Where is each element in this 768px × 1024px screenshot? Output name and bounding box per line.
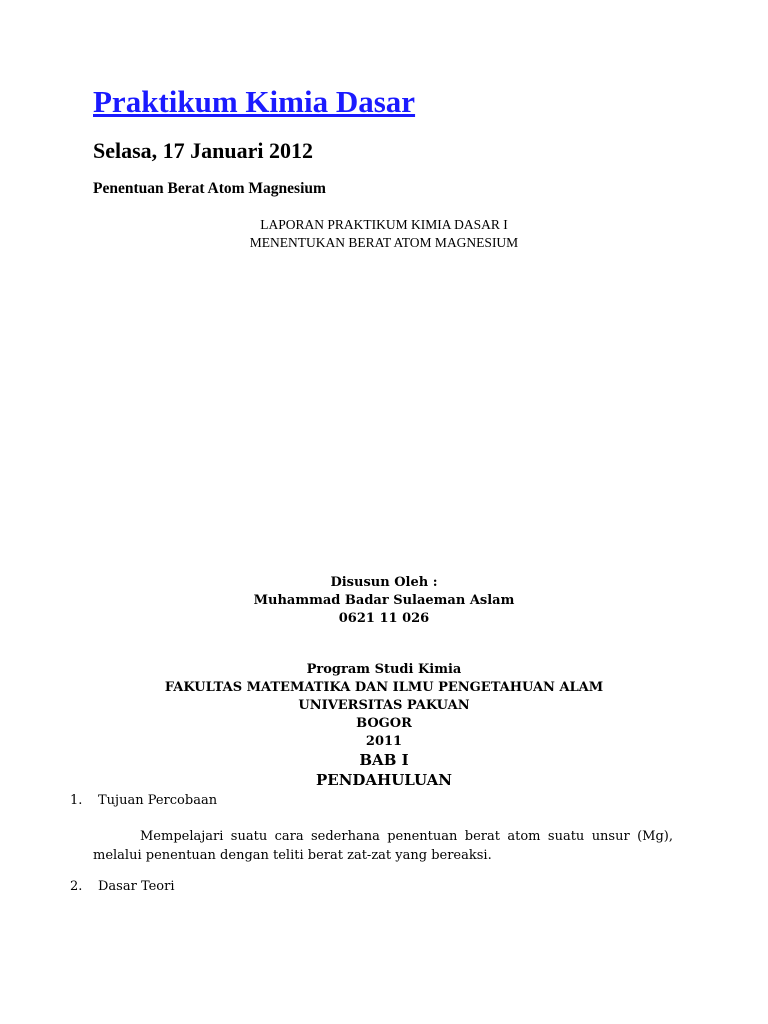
section-heading-1 (70, 793, 217, 808)
university-name: UNIVERSITAS PAKUAN (298, 698, 470, 713)
section-number: 1. (70, 793, 83, 808)
chapter-number: BAB I (359, 751, 409, 769)
section-heading-2 (70, 879, 175, 894)
author-block (0, 574, 768, 628)
faculty-name: FAKULTAS MATEMATIKA DAN ILMU PENGETAHUAN ALAM (164, 680, 604, 695)
student-id: 0621 11 026 (338, 611, 430, 626)
chapter-heading (0, 750, 768, 790)
report-heading-line-1: LAPORAN PRAKTIKUM KIMIA DASAR I (260, 217, 508, 232)
report-year: 2011 (365, 734, 403, 749)
section-title: Tujuan Percobaan (98, 793, 218, 808)
section-title: Dasar Teori (98, 879, 175, 894)
composed-by-label: Disusun Oleh : (330, 575, 438, 590)
blog-title-link[interactable]: Praktikum Kimia Dasar (93, 84, 416, 119)
section-number: 2. (70, 879, 83, 894)
author-name: Muhammad Badar Sulaeman Aslam (253, 593, 515, 608)
post-title: Penentuan Berat Atom Magnesium (93, 180, 326, 197)
study-program: Program Studi Kimia (306, 662, 462, 677)
institution-block (0, 661, 768, 751)
chapter-title: PENDAHULUAN (315, 771, 453, 789)
report-heading-line-2: MENENTUKAN BERAT ATOM MAGNESIUM (249, 235, 519, 250)
section-1-paragraph: Mempelajari suatu cara sederhana penentuan berat atom suatu unsur (Mg), melalui penentuan dengan teliti berat zat-zat yang bereaksi. (93, 829, 673, 863)
city-name: BOGOR (356, 716, 412, 731)
report-heading (0, 216, 768, 252)
post-date: Selasa, 17 Januari 2012 (93, 138, 314, 163)
